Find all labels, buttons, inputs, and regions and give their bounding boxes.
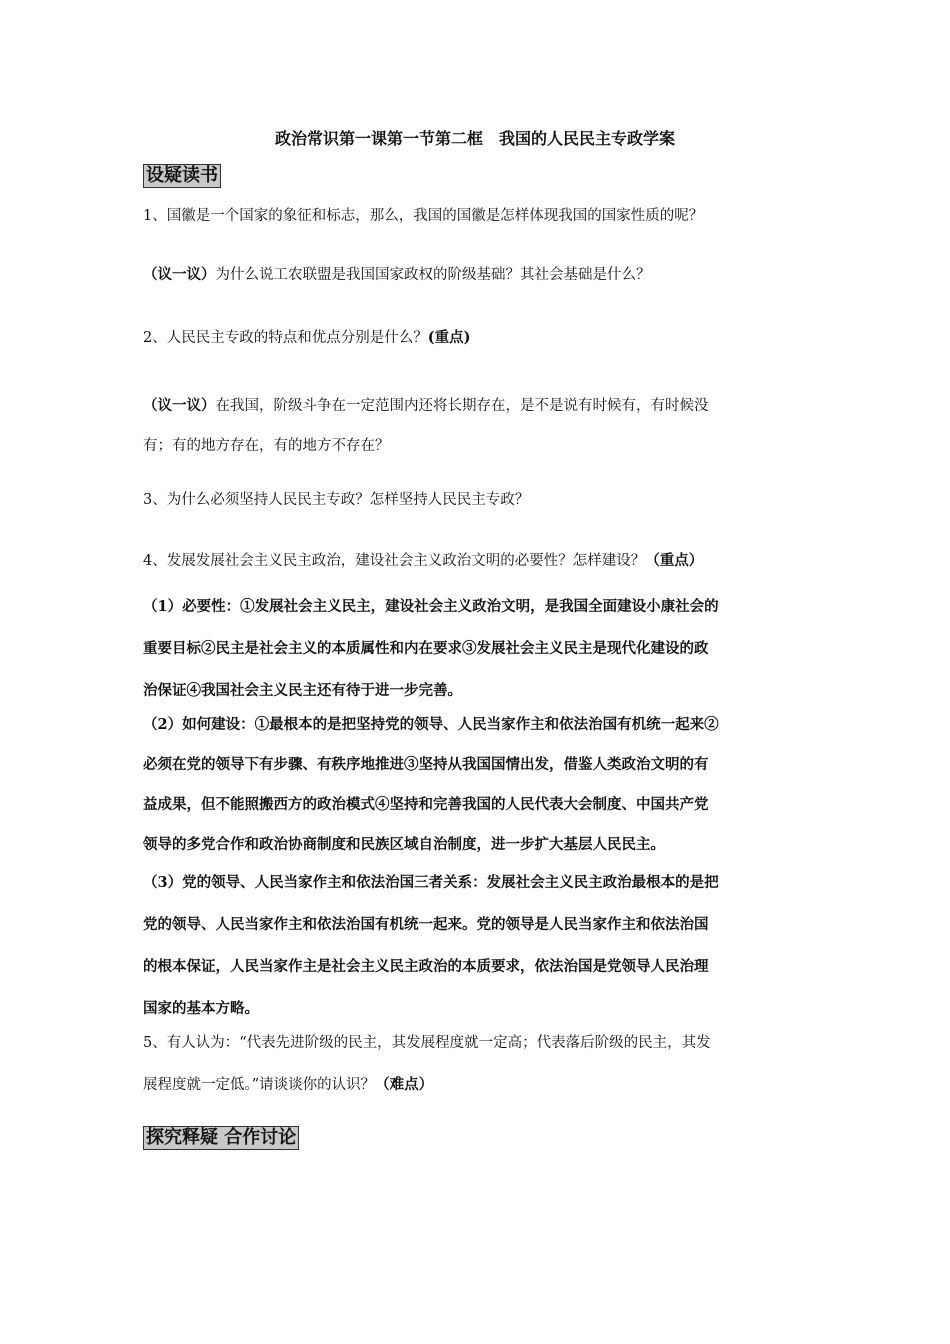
answer-necessity-line: （1）必要性：①发展社会主义民主，建设社会主义政治文明，是我国全面建设小康社会的 bbox=[143, 598, 719, 615]
answer-how-to-build bbox=[143, 705, 808, 865]
discussion-1 bbox=[143, 263, 808, 284]
question-4-tag: （重点） bbox=[645, 552, 704, 569]
discussion-2-line-2: 有；有的地方存在，有的地方不存在？ bbox=[143, 438, 390, 454]
answer-relationship-line: 党的领导、人民当家作主和依法治国有机统一起来。党的领导是人民当家作主和依法治国 bbox=[143, 916, 709, 933]
discussion-2-line-1: 在我国，阶级斗争在一定范围内还将长期存在，是不是说有时候有，有时候没 bbox=[215, 398, 709, 414]
question-5-tag: （难点） bbox=[375, 1076, 434, 1093]
discussion-1-text: 为什么说工农联盟是我国国家政权的阶级基础？其社会基础是什么？ bbox=[215, 267, 651, 283]
answer-necessity bbox=[143, 586, 808, 712]
question-3 bbox=[143, 488, 808, 509]
answer-relationship-line: 国家的基本方略。 bbox=[143, 1000, 259, 1017]
question-1 bbox=[143, 204, 808, 225]
answer-necessity-line: 治保证④我国社会主义民主还有待于进一步完善。 bbox=[143, 682, 462, 699]
question-4 bbox=[143, 549, 808, 570]
discussion-1-tag: （议一议） bbox=[143, 266, 216, 283]
answer-relationship bbox=[143, 862, 808, 1030]
question-5 bbox=[143, 1022, 808, 1106]
answer-relationship-line: 的根本保证，人民当家作主是社会主义民主政治的本质要求，依法治国是党领导人民治理 bbox=[143, 958, 709, 975]
question-3-text: 3、为什么必须坚持人民民主专政？怎样坚持人民民主专政？ bbox=[143, 492, 530, 508]
question-1-text: 1、国徽是一个国家的象征和标志，那么，我国的国徽是怎样体现我国的国家性质的呢？ bbox=[143, 208, 704, 224]
question-5-line-1: 5、有人认为：“代表先进阶级的民主，其发展程度就一定高；代表落后阶级的民主，其发 bbox=[143, 1035, 711, 1051]
answer-how-line: 领导的多党合作和政治协商制度和民族区域自治制度，进一步扩大基层人民民主。 bbox=[143, 836, 665, 853]
answer-necessity-line: 重要目标②民主是社会主义的本质属性和内在要求③发展社会主义民主是现代化建设的政 bbox=[143, 640, 709, 657]
discussion-2-tag: （议一议） bbox=[143, 397, 216, 414]
question-5-line-2: 展程度就一定低。”请谈谈你的认识？ bbox=[143, 1077, 376, 1093]
discussion-2 bbox=[143, 386, 808, 466]
answer-how-line: 必须在党的领导下有步骤、有秩序地推进③坚持从我国国情出发，借鉴人类政治文明的有 bbox=[143, 756, 709, 773]
section-heading-reading: 设疑读书 bbox=[143, 164, 221, 188]
section-heading-inquiry: 探究释疑 合作讨论 bbox=[143, 1126, 299, 1150]
question-2-text: 2、人民民主专政的特点和优点分别是什么？ bbox=[143, 330, 428, 346]
answer-relationship-line: （3）党的领导、人民当家作主和依法治国三者关系：发展社会主义民主政治最根本的是把 bbox=[143, 874, 719, 891]
question-4-text: 4、发展发展社会主义民主政治，建设社会主义政治文明的必要性？怎样建设？ bbox=[143, 553, 646, 569]
question-2 bbox=[143, 326, 808, 347]
answer-how-line: （2）如何建设：①最根本的是把坚持党的领导、人民当家作主和依法治国有机统一起来② bbox=[143, 716, 719, 733]
question-2-tag: (重点) bbox=[427, 329, 471, 346]
document-title: 政治常识第一课第一节第二框 我国的人民民主专政学案 bbox=[274, 129, 675, 148]
answer-how-line: 益成果，但不能照搬西方的政治模式④坚持和完善我国的人民代表大会制度、中国共产党 bbox=[143, 796, 709, 813]
